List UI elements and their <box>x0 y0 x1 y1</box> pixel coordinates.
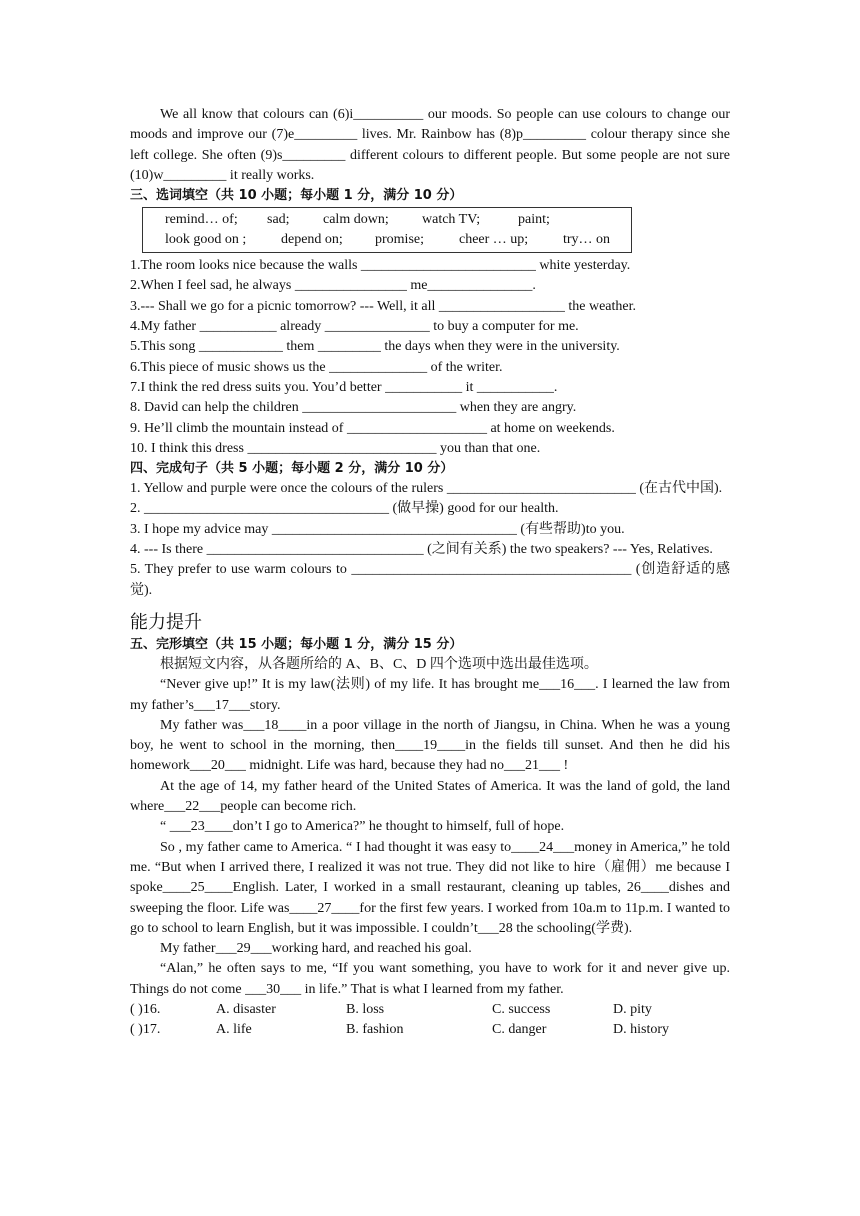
word-bank-word: promise; <box>375 232 424 248</box>
word-bank-row-2 <box>165 230 631 250</box>
question-number: ( )17. <box>130 1022 161 1038</box>
word-bank-word: sad; <box>267 212 290 228</box>
fill-item-8: 8. David can help the children ______________________ when they are angry. <box>130 400 577 416</box>
word-bank-word: look good on ; <box>165 232 247 248</box>
fill-item-4: 4.My father ___________ already _______________ to buy a computer for me. <box>130 319 579 335</box>
passage-paragraph: We all know that colours can (6)i__________ our moods. So people can use colours to change our moods and improve our (7)e_________ lives. Mr. Rainbow has (8)p_________ colour therapy since she left college. She often (9)s_________ different colours to different people. But some people are not sure (10)w_________ it really works. <box>130 107 730 183</box>
fill-item-1: 1.The room looks nice because the walls _________________________ white yesterday. <box>130 258 631 274</box>
fill-item-5: 5.This song ____________ them _________ the days when they were in the university. <box>130 339 620 355</box>
word-bank-word: remind… of; <box>165 212 238 228</box>
sentence-item-1: 1. Yellow and purple were once the colours of the rulers ___________________________ (在古代中国). <box>130 481 723 497</box>
word-bank-row-1 <box>165 210 631 230</box>
cloze-paragraph: At the age of 14, my father heard of the United States of America. It was the land of gold, the land where___22___people can become rich. <box>130 778 730 815</box>
fill-item-2: 2.When I feel sad, he always ________________ me_______________. <box>130 278 536 294</box>
section-4-title: 四、完成句子（共 5 小题；每小题 2 分，满分 10 分） <box>130 461 454 477</box>
worksheet-content <box>130 105 730 1041</box>
word-bank-word: calm down; <box>323 212 389 228</box>
option-a: A. life <box>216 1022 252 1038</box>
option-b: B. fashion <box>346 1022 404 1038</box>
question-number: ( )16. <box>130 1001 161 1017</box>
option-a: A. disaster <box>216 1001 276 1017</box>
word-bank-word: paint; <box>518 212 550 228</box>
option-row-17 <box>130 1020 730 1040</box>
sentence-item-2: 2. ___________________________________ (做早操) good for our health. <box>130 501 559 517</box>
option-d: D. history <box>613 1022 669 1038</box>
fill-item-7: 7.I think the red dress suits you. You’d better ___________ it ___________. <box>130 379 558 395</box>
option-c: C. danger <box>492 1022 547 1038</box>
option-b: B. loss <box>346 1001 385 1017</box>
word-bank-word: depend on; <box>281 232 343 248</box>
cloze-instruction: 根据短文内容，从各题所给的 A、B、C、D 四个选项中选出最佳选项。 <box>160 656 598 672</box>
word-bank-box <box>142 207 632 253</box>
ability-heading: 能力提升 <box>130 611 202 633</box>
fill-item-6: 6.This piece of music shows us the ______________ of the writer. <box>130 359 503 375</box>
word-bank-word: cheer … up; <box>459 232 529 248</box>
fill-item-10: 10. I think this dress ___________________________ you than that one. <box>130 440 541 456</box>
fill-item-3: 3.--- Shall we go for a picnic tomorrow? --- Well, it all __________________ the weather. <box>130 298 636 314</box>
word-bank-word: watch TV; <box>422 212 481 228</box>
fill-item-9: 9. He’ll climb the mountain instead of ____________________ at home on weekends. <box>130 420 615 436</box>
option-d: D. pity <box>613 1001 652 1017</box>
cloze-paragraph: “ ___23____don’t I go to America?” he thought to himself, full of hope. <box>160 819 565 835</box>
section-5-title: 五、完形填空（共 15 小题；每小题 1 分，满分 15 分） <box>130 636 463 652</box>
option-c: C. success <box>492 1001 551 1017</box>
sentence-item-5: 5. They prefer to use warm colours to ________________________________________ (创造舒适的感觉). <box>130 562 730 598</box>
sentence-item-4: 4. --- Is there _______________________________ (之间有关系) the two speakers? --- Yes, Relatives. <box>130 542 713 558</box>
section-3-title: 三、选词填空（共 10 小题；每小题 1 分，满分 10 分） <box>130 188 463 204</box>
word-bank-word: try… on <box>563 232 611 248</box>
cloze-paragraph: My father___29___working hard, and reached his goal. <box>160 941 472 957</box>
cloze-paragraph: “Never give up!” It is my law(法则) of my life. It has brought me___16___. I learned the law from my father’s___17___story. <box>130 677 730 713</box>
sentence-item-3: 3. I hope my advice may ___________________________________ (有些帮助)to you. <box>130 521 625 537</box>
cloze-paragraph: So , my father came to America. “ I had thought it was easy to____24___money in America,” he told me. “But when I arrived there, I realized it was not true. They did not like to hire（雇佣）me because I spoke____25____English. Later, I worked in a small restaurant, cleaning up tables, 26____dishes and sweeping the floor. Life was____27____for the first few years. I worked from 10a.m to 11p.m. I wanted to go to school to learn English, but it was impossible. I couldn’t___28 the schooling(学费). <box>130 839 730 936</box>
cloze-paragraph: My father was___18____in a poor village in the north of Jiangsu, in China. When he was a young boy, he went to school in the morning, then____19____in the fields till sunset. And then he did his homework___20___ midnight. Life was hard, because they had no___21___ ! <box>130 717 730 774</box>
option-row-16 <box>130 1000 730 1020</box>
cloze-paragraph: “Alan,” he often says to me, “If you want something, you have to work for it and never give up. Things do not come ___30___ in life.” That is what I learned from my father. <box>130 961 730 997</box>
